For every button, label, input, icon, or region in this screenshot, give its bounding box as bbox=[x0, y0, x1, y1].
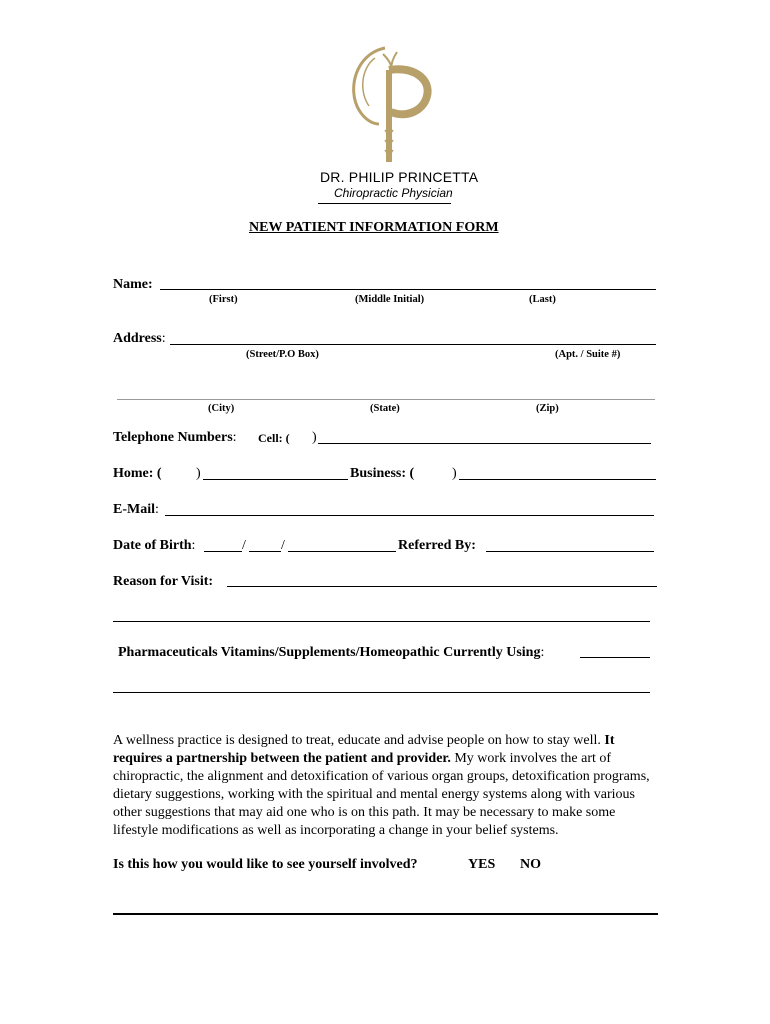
cell-phone-field[interactable] bbox=[318, 443, 651, 444]
pharma-field[interactable] bbox=[580, 657, 650, 658]
name-last-caption: (Last) bbox=[529, 294, 556, 305]
dob-slash-2: / bbox=[281, 538, 285, 553]
doctor-name: DR. PHILIP PRINCETTA bbox=[320, 169, 479, 185]
wellness-paragraph bbox=[113, 732, 658, 840]
address-city-caption: (City) bbox=[208, 403, 235, 414]
email-label-wrap bbox=[113, 502, 159, 518]
reason-field-line-2[interactable] bbox=[113, 621, 650, 622]
name-middle-caption: (Middle Initial) bbox=[355, 294, 425, 305]
home-close-paren: ) bbox=[196, 466, 201, 481]
address-street-field[interactable] bbox=[170, 344, 656, 345]
dob-slash-1: / bbox=[242, 538, 246, 553]
phone-colon: : bbox=[232, 430, 237, 445]
name-first-caption: (First) bbox=[209, 294, 238, 305]
wellness-bold-sentence: It requires a partnership between the patient and provider. bbox=[113, 733, 615, 766]
address-label: Address bbox=[113, 331, 162, 346]
pharma-label-wrap bbox=[118, 645, 544, 661]
address-state-caption: (State) bbox=[370, 403, 400, 414]
form-title: NEW PATIENT INFORMATION FORM bbox=[249, 220, 499, 235]
home-label: Home: ( bbox=[113, 466, 162, 481]
yes-option[interactable]: YES bbox=[468, 857, 496, 872]
reason-field[interactable] bbox=[227, 586, 657, 587]
address-zip-caption: (Zip) bbox=[536, 403, 559, 414]
name-label: Name: bbox=[113, 277, 153, 292]
wellness-intro: A wellness practice is designed to treat, educate and advise people on how to stay well. bbox=[113, 733, 601, 748]
dob-day-field[interactable] bbox=[249, 551, 281, 552]
cell-close-paren: ) bbox=[312, 430, 317, 445]
involvement-question: Is this how you would like to see yourself involved? bbox=[113, 857, 418, 872]
address-colon: : bbox=[161, 331, 166, 346]
header-divider bbox=[318, 203, 451, 204]
address-city-field[interactable] bbox=[117, 399, 655, 400]
email-field[interactable] bbox=[165, 515, 654, 516]
dob-year-field[interactable] bbox=[288, 551, 396, 552]
no-option[interactable]: NO bbox=[520, 857, 541, 872]
name-field[interactable] bbox=[160, 289, 656, 290]
business-close-paren: ) bbox=[452, 466, 457, 481]
email-label: E-Mail bbox=[113, 502, 155, 517]
pharma-field-line-2[interactable] bbox=[113, 692, 650, 693]
business-label: Business: ( bbox=[350, 466, 415, 481]
dob-colon: : bbox=[191, 538, 196, 553]
dob-month-field[interactable] bbox=[204, 551, 242, 552]
referred-by-field[interactable] bbox=[486, 551, 654, 552]
address-label-wrap bbox=[113, 331, 166, 347]
cell-label: Cell: ( bbox=[258, 431, 290, 445]
referred-by-label: Referred By: bbox=[398, 538, 476, 553]
wellness-rest: My work involves the art of chiropractic, the alignment and detoxification of various organ groups, detoxification programs, dietary suggestions, working with the spiritual and mental energy systems along with various other suggestions that may aid one who is on this path. It may be necessary to make some lifestyle modifications as well as incorporating a change in your belief systems. bbox=[113, 751, 650, 838]
signature-line[interactable] bbox=[113, 913, 658, 915]
address-apt-caption: (Apt. / Suite #) bbox=[555, 349, 621, 360]
p-monogram-logo-icon bbox=[345, 40, 435, 165]
email-colon: : bbox=[155, 502, 159, 517]
dob-label-wrap bbox=[113, 538, 195, 554]
pharma-colon: : bbox=[540, 645, 545, 660]
dob-label: Date of Birth bbox=[113, 538, 192, 553]
pharma-label: Pharmaceuticals Vitamins/Supplements/Homeopathic Currently Using bbox=[118, 645, 541, 660]
business-phone-field[interactable] bbox=[459, 479, 656, 480]
reason-label: Reason for Visit: bbox=[113, 574, 214, 589]
phone-label-wrap bbox=[113, 430, 237, 446]
home-phone-field[interactable] bbox=[203, 479, 348, 480]
doctor-title: Chiropractic Physician bbox=[334, 186, 453, 200]
address-street-caption: (Street/P.O Box) bbox=[246, 349, 319, 360]
phone-label: Telephone Numbers bbox=[113, 430, 233, 445]
